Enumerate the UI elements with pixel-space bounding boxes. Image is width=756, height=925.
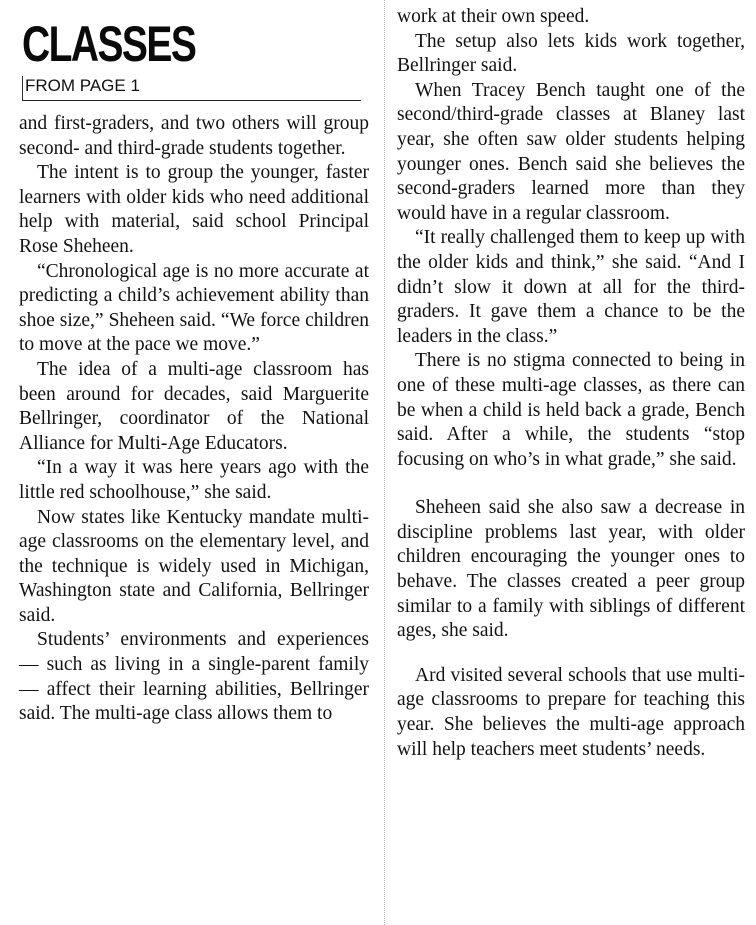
paragraph: There is no stigma connected to being in one of these multi-age classes, as there can be when a child is held back a grade, Bench said. After a while, the students “stop focusing on who’s in what grade,” she said. xyxy=(397,350,745,470)
headline: CLASSES xyxy=(22,16,196,72)
paragraph: The idea of a multi-age classroom has been around for decades, said Marguerite Bellringer, coordinator of the National Alliance for Multi-Age Educators. xyxy=(19,358,369,454)
column-divider xyxy=(384,0,385,925)
paragraph: work at their own speed. xyxy=(397,6,590,27)
paragraph: The intent is to group the younger, faster learners with older kids who need additional help with material, said school Principal Rose Sheheen. xyxy=(19,162,369,257)
paragraph: The setup also lets kids work together, Bellringer said. xyxy=(397,30,745,77)
right-column xyxy=(397,5,745,762)
paragraph: Ard visited several schools that use multi-age classrooms to prepare for teaching this year. She believes the multi-age approach will help teachers meet students’ needs. xyxy=(397,664,745,760)
paragraph: Now states like Kentucky mandate multi-age classrooms on the elementary level, and the technique is widely used in Michigan, Washington state and California, Bellringer said. xyxy=(19,506,369,626)
paragraph: When Tracey Bench taught one of the second/third-grade classes at Blaney last year, she often saw older students helping younger ones. Bench said she believes the second-graders learned more than they would have in a regular classroom. xyxy=(397,79,745,224)
paragraph: “In a way it was here years ago with the little red schoolhouse,” she said. xyxy=(19,457,369,503)
paragraph: and first-graders, and two others will group second- and third-grade students together. xyxy=(19,113,369,159)
jump-line: FROM PAGE 1 xyxy=(22,76,361,101)
paragraph: “It really challenged them to keep up with the older kids and think,” she said. “And I didn’t slow it down at all for the third-graders. It gave them a chance to be the leaders in the class.” xyxy=(397,227,745,347)
paragraph: “Chronological age is no more accurate at predicting a child’s achievement ability than shoe size,” Sheheen said. “We force children to move at the pace we move.” xyxy=(19,260,369,356)
paragraph: Students’ environments and experiences — such as living in a single-parent family — affect their learning abilities, Bellringer said. The multi-age class allows them to xyxy=(19,629,369,725)
left-column xyxy=(19,112,369,727)
paragraph: Sheheen said she also saw a decrease in discipline problems last year, with older children encouraging the younger ones to behave. The classes created a peer group similar to a family with siblings of different ages, she said. xyxy=(397,497,745,642)
